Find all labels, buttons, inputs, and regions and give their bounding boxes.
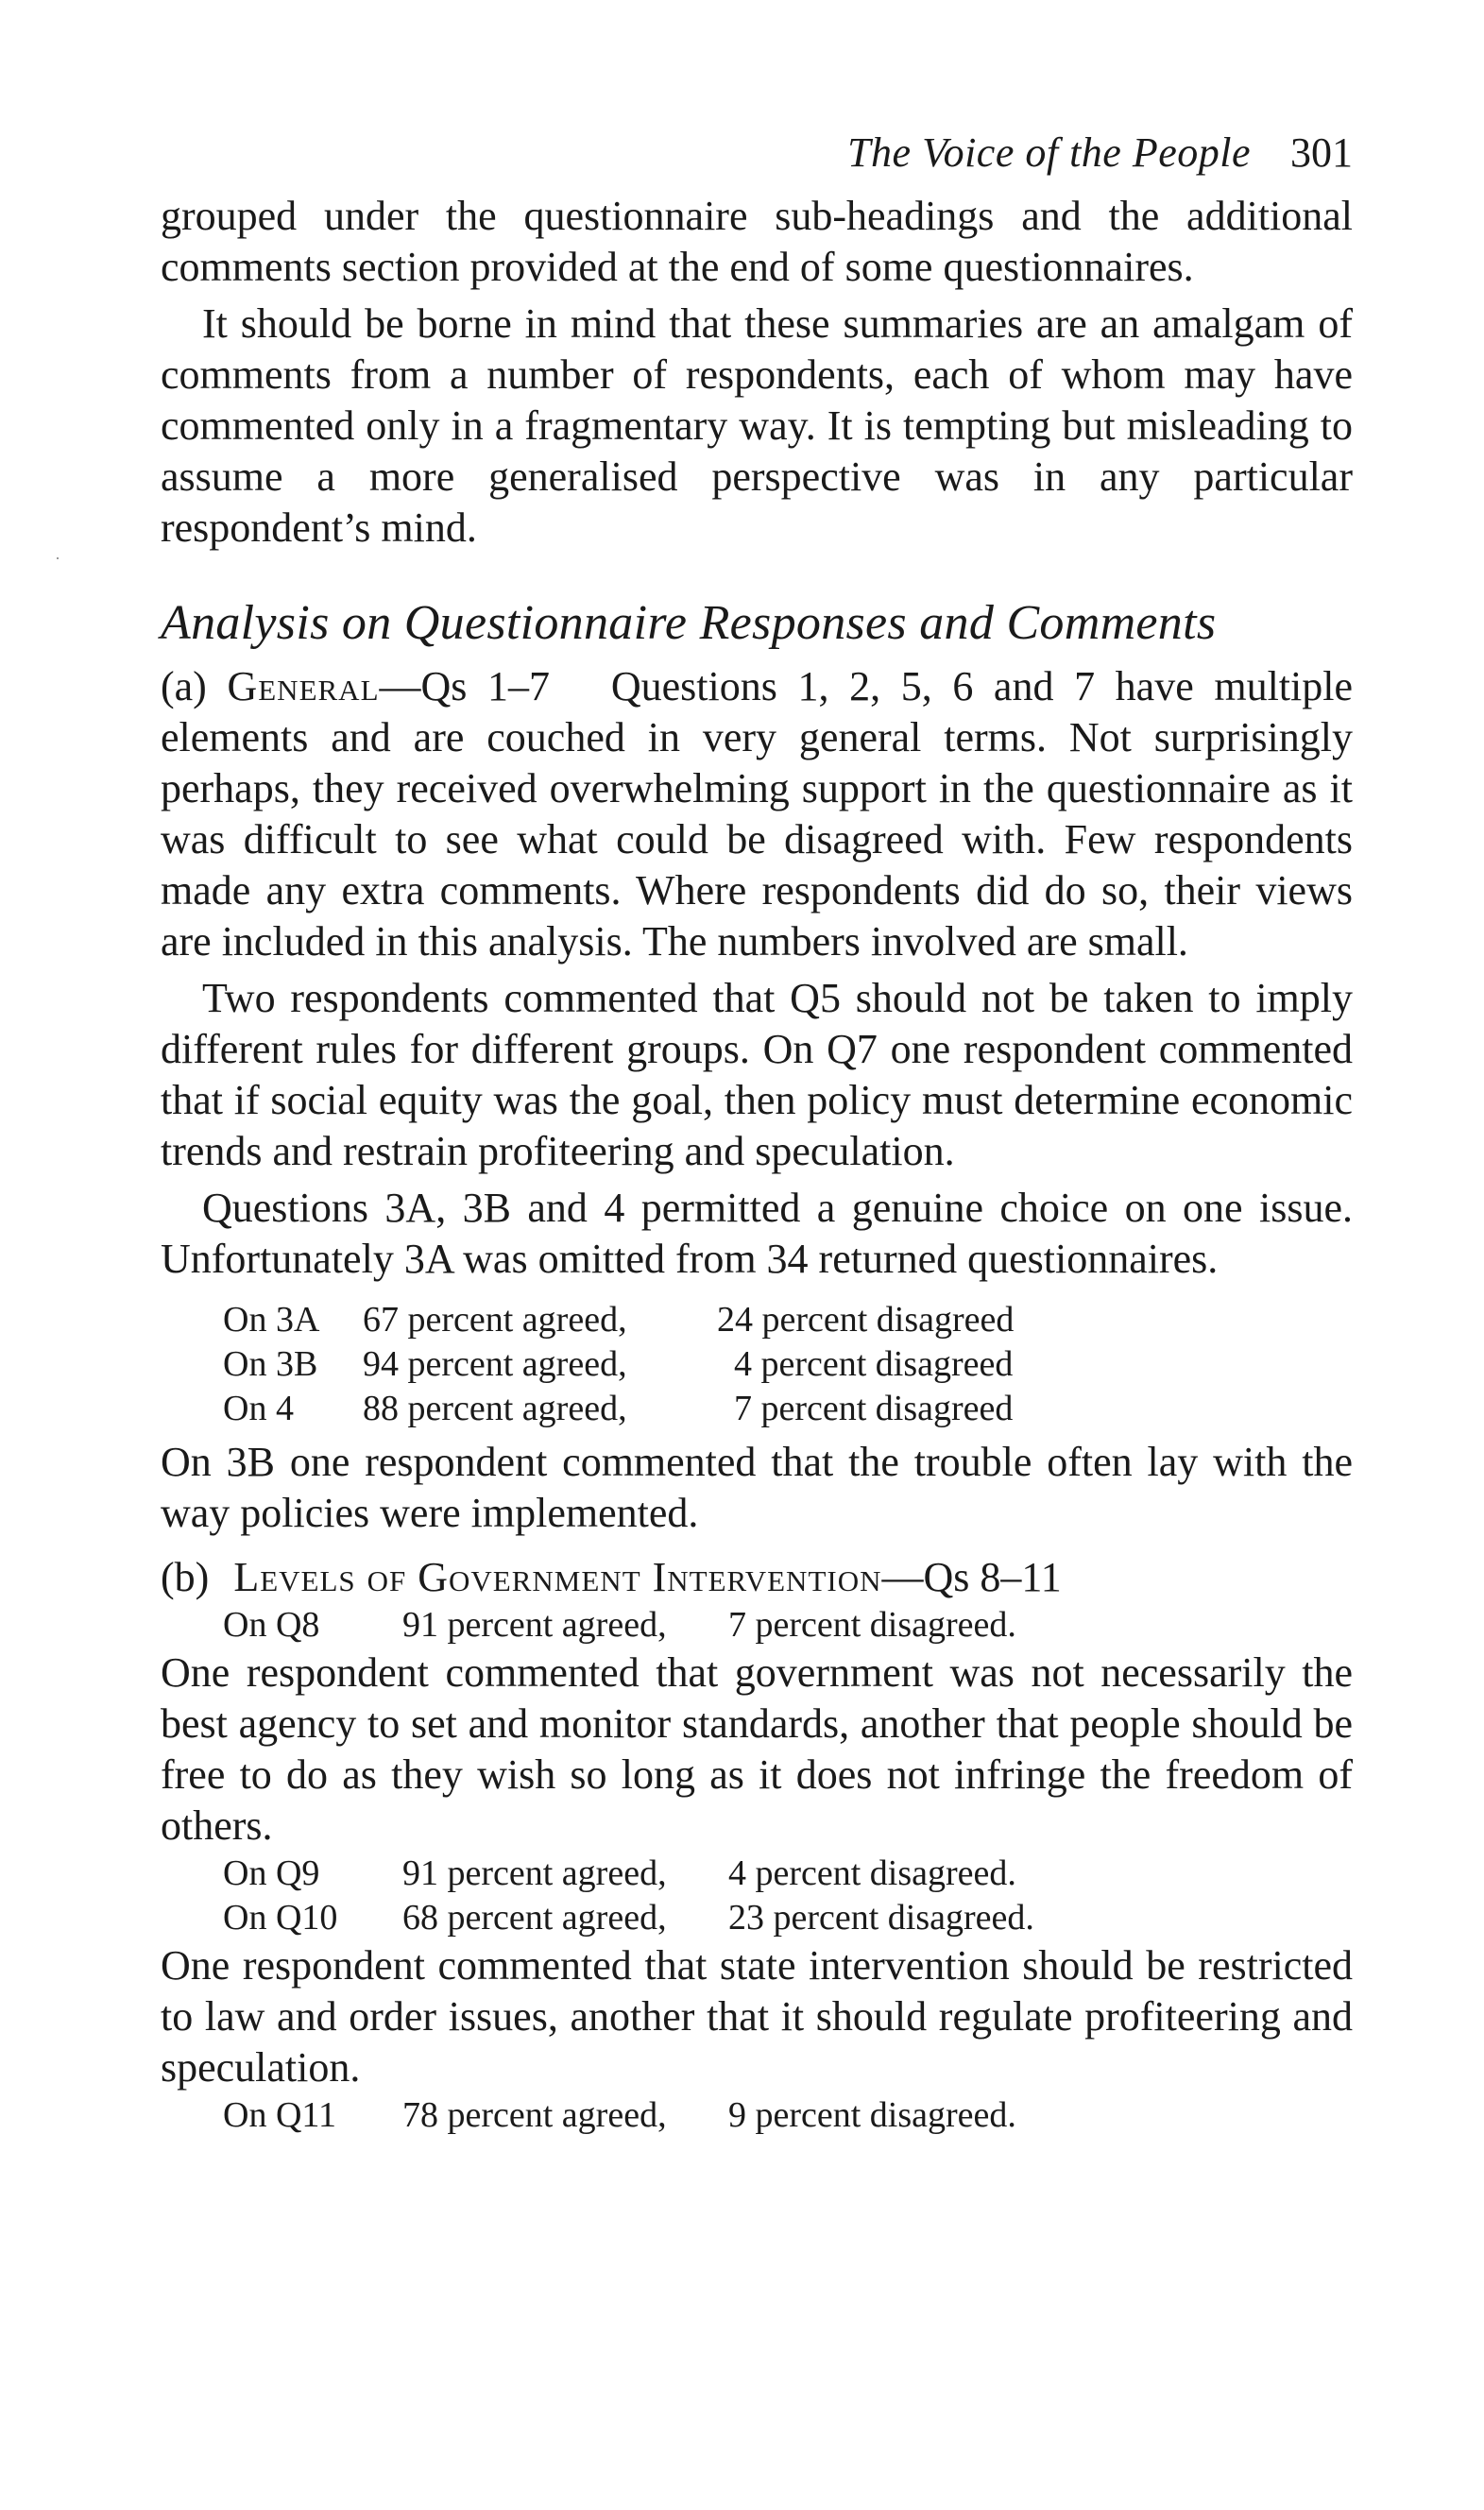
scan-speck: [57, 557, 59, 559]
section-a-title: General: [227, 663, 380, 709]
stat-disagreed: 23 percent disagreed.: [728, 1898, 1034, 1938]
stat-agreed: 91 percent agreed,: [402, 1605, 667, 1645]
stat-disagreed: 9 percent disagreed.: [728, 2095, 1016, 2135]
stat-question: On 3A: [223, 1300, 320, 1340]
stat-row-q11: [161, 2093, 1353, 2138]
page-number: 301: [1290, 129, 1353, 176]
section-a-stats: [161, 1298, 1353, 1431]
stat-agreed: 88 percent agreed,: [363, 1389, 627, 1428]
stat-question: On 3B: [223, 1344, 318, 1384]
section-b-heading: [161, 1552, 1353, 1603]
stat-agreed: 67 percent agreed,: [363, 1300, 627, 1340]
stat-disagreed: 4 percent disagreed.: [728, 1853, 1016, 1893]
section-a-label: (a): [161, 663, 207, 709]
stat-row-q10: [161, 1896, 1353, 1940]
section-b-title: Levels of Government Intervention: [233, 1554, 882, 1600]
section-b-paragraph-2: One respondent commented that state intervention should be restricted to law and order issues, another that it should regulate profiteering and speculation.: [161, 1942, 1353, 2091]
section-a-paragraph-3: Questions 3A, 3B and 4 permitted a genuine choice on one issue. Unfortunately 3A was omitted from 34 returned questionnaires.: [161, 1185, 1353, 1282]
stat-question: On 4: [223, 1389, 294, 1428]
intro-paragraph-1: grouped under the questionnaire sub-headings and the additional comments section provided at the end of some questionnaires.: [161, 193, 1353, 290]
section-b-label: (b): [161, 1554, 210, 1600]
stat-question: On Q8: [223, 1605, 320, 1645]
stat-question: On Q9: [223, 1853, 320, 1893]
running-header: [161, 123, 1353, 191]
stat-disagreed: 7 percent disagreed.: [728, 1605, 1016, 1645]
stat-row: [161, 1298, 1353, 1342]
stat-disagreed: 7 percent disagreed: [734, 1389, 1014, 1428]
section-heading: Analysis on Questionnaire Responses and Comments: [161, 596, 1217, 650]
stat-question: On Q10: [223, 1898, 338, 1938]
section-a-paragraph-4: On 3B one respondent commented that the trouble often lay with the way policies were implemented.: [161, 1439, 1353, 1536]
stat-agreed: 78 percent agreed,: [402, 2095, 667, 2135]
stat-row-q8: [161, 1603, 1353, 1648]
stat-row: [161, 1342, 1353, 1387]
section-b-range: —Qs 8–11: [881, 1554, 1062, 1600]
section-a-text: Questions 1, 2, 5, 6 and 7 have multiple elements and are couched in very general terms. Not surprisingly perhaps, they received overwhelming support in the questionnaire as it was difficult to see what could be disagreed with. Few respondents made any extra comments. Where respondents did do so, their views are included in this analysis. The numbers involved are small.: [161, 663, 1354, 965]
intro-paragraph-2: It should be borne in mind that these summaries are an amalgam of comments from a number of respondents, each of whom may have commented only in a fragmentary way. It is tempting but misleading to assume a more generalised perspective was in any particular respondent’s mind.: [161, 300, 1353, 551]
section-a-paragraph-2: Two respondents commented that Q5 should not be taken to imply different rules for different groups. On Q7 one respondent commented that if social equity was the goal, then policy must determine economic trends and restrain profiteering and speculation.: [161, 975, 1353, 1174]
book-page: [161, 123, 1353, 2138]
stat-agreed: 91 percent agreed,: [402, 1853, 667, 1893]
stat-disagreed: 4 percent disagreed: [734, 1344, 1014, 1384]
section-a-range: —Qs 1–7: [379, 663, 551, 709]
stat-disagreed: 24 percent disagreed: [717, 1300, 1015, 1340]
section-a-paragraph-1: [161, 661, 1353, 967]
stat-question: On Q11: [223, 2095, 336, 2135]
stat-row-q9: [161, 1852, 1353, 1896]
stat-agreed: 94 percent agreed,: [363, 1344, 627, 1384]
stat-agreed: 68 percent agreed,: [402, 1898, 667, 1938]
running-title: The Voice of the People: [847, 129, 1251, 176]
stat-row: [161, 1387, 1353, 1431]
section-b-paragraph-1: One respondent commented that government was not necessarily the best agency to set and monitor standards, another that people should be free to do as they wish so long as it does not infringe the freedom of others.: [161, 1649, 1353, 1849]
